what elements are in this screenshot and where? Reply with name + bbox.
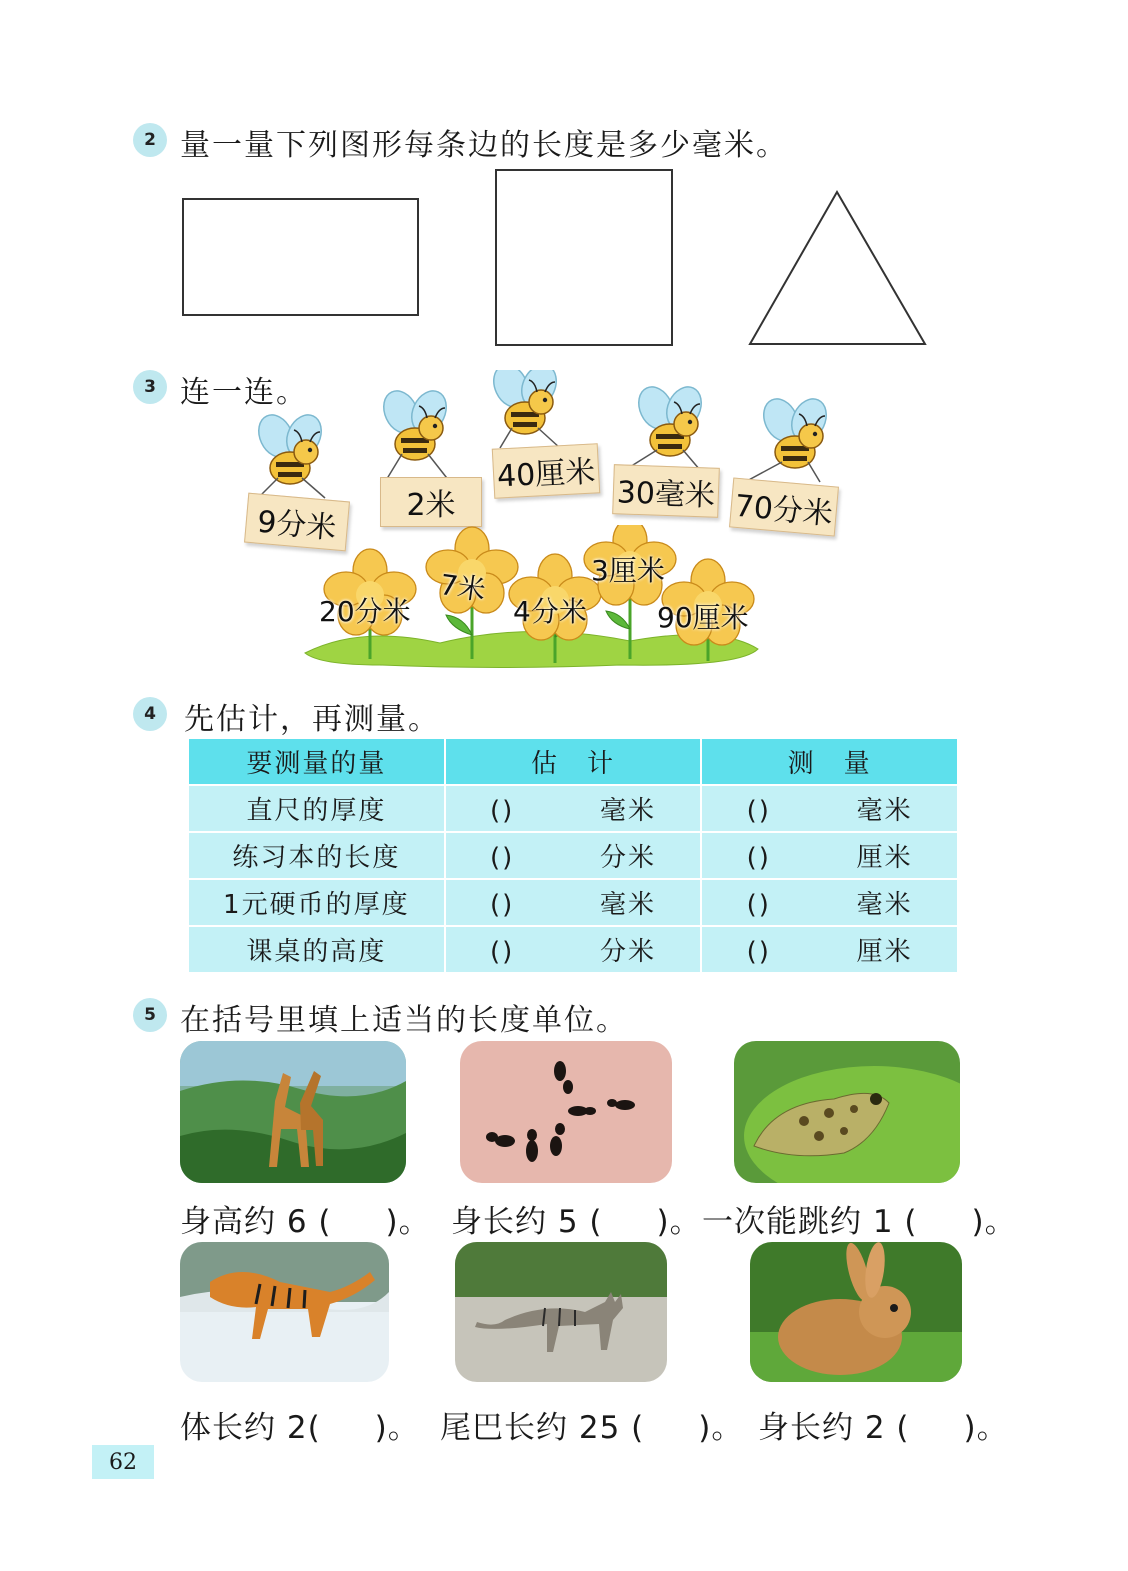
frog-photo <box>734 1041 960 1183</box>
tiger-photo <box>180 1242 389 1382</box>
measure-cell[interactable]: () 毫米 <box>701 879 958 926</box>
measure-cell[interactable]: () 厘米 <box>701 926 958 973</box>
question-5-number: 5 <box>133 998 167 1032</box>
question-4-text: 先估计，再测量。 <box>184 702 440 737</box>
table-header: 要测量的量 <box>188 738 445 785</box>
caption-ant: 身长约 5 ( )。 <box>451 1204 702 1240</box>
question-2-number: 2 <box>133 123 167 157</box>
question-3-number: 3 <box>133 370 167 404</box>
table-row <box>188 926 958 973</box>
rabbit-photo <box>750 1242 962 1382</box>
caption-frog: 一次能跳约 1 ( )。 <box>702 1204 1017 1240</box>
caption-cat: 尾巴长约 25 ( )。 <box>440 1410 744 1446</box>
table-item: 课桌的高度 <box>188 926 445 973</box>
flower-label[interactable]: 4分米 <box>513 595 587 628</box>
estimate-cell[interactable]: () 毫米 <box>445 785 702 832</box>
flower-label[interactable]: 90厘米 <box>657 601 749 634</box>
table-header: 测 量 <box>701 738 958 785</box>
table-row <box>188 879 958 926</box>
bee-card[interactable]: 30毫米 <box>612 464 720 518</box>
caption-tiger: 体长约 2( )。 <box>180 1410 420 1446</box>
question-5-text: 在括号里填上适当的长度单位。 <box>180 1003 628 1038</box>
rectangle-shape <box>182 198 419 316</box>
caption-rabbit: 身长约 2 ( )。 <box>758 1410 1009 1446</box>
question-3-text: 连一连。 <box>180 375 308 410</box>
bee-card[interactable]: 40厘米 <box>492 443 600 498</box>
table-header-row <box>188 738 958 785</box>
measure-cell[interactable]: () 厘米 <box>701 832 958 879</box>
flower-label[interactable]: 20分米 <box>319 595 411 628</box>
table-item: 练习本的长度 <box>188 832 445 879</box>
triangle-shape <box>745 188 930 350</box>
caption-giraffe: 身高约 6 ( )。 <box>180 1204 431 1240</box>
table-item: 1元硬币的厚度 <box>188 879 445 926</box>
ants-photo <box>460 1041 672 1183</box>
estimate-cell[interactable]: () 毫米 <box>445 879 702 926</box>
bee-card[interactable]: 70分米 <box>729 477 839 536</box>
table-header: 估 计 <box>445 738 702 785</box>
estimate-cell[interactable]: () 分米 <box>445 926 702 973</box>
measure-cell[interactable]: () 毫米 <box>701 785 958 832</box>
bee-card[interactable]: 9分米 <box>244 493 350 552</box>
giraffe-photo <box>180 1041 406 1183</box>
page-number: 62 <box>92 1445 154 1479</box>
cat-photo <box>455 1242 667 1382</box>
estimate-cell[interactable]: () 分米 <box>445 832 702 879</box>
table-row <box>188 832 958 879</box>
estimate-measure-table <box>187 737 959 974</box>
table-item: 直尺的厚度 <box>188 785 445 832</box>
flower-label[interactable]: 7米 <box>437 567 488 608</box>
question-2-text: 量一量下列图形每条边的长度是多少毫米。 <box>180 128 788 163</box>
square-shape <box>495 169 673 346</box>
bee-card[interactable]: 2米 <box>380 477 482 527</box>
question-4-number: 4 <box>133 697 167 731</box>
flower-label[interactable]: 3厘米 <box>591 554 665 587</box>
table-row <box>188 785 958 832</box>
